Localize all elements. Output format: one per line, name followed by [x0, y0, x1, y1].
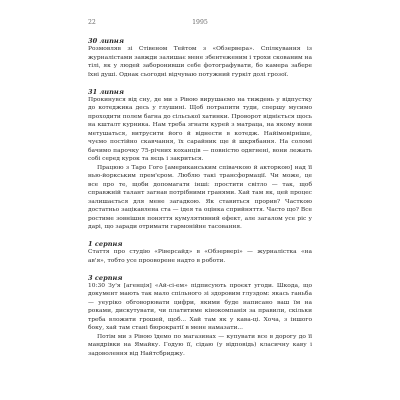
entry-date: 1 серпня — [88, 240, 123, 249]
entry-paragraph: Потім ми з Рівою їдемо по магазинах — купувати все в дорогу до її мандрівки на Ямайку. Годую її, сідаю (у відповідь) класичну каву і задоволення від Найтсбриджу. — [88, 333, 312, 357]
running-head-year: 1995 — [192, 19, 208, 26]
entry-paragraph: Працюю з Таро Гого [американським співачкою й акторкою] над її нью-йоркським прем'єром. Люблю такі трансформації. Чи може, це все про те, щоби допомагати інші: простити світло — так, щоб справжній талант загнав потрібними гранями. Хай там як, цей процес залишається для мене загадкою. Як ставиться прорив? Часткою достатньо зацікавлена ста — ідея та оцінка сприйняття. Часто що? Все ростиме зовнішня поняття кумулятивний ефект, але загалом усе ріс у дарі, що заради отримати гармонійне тасовання. — [88, 164, 312, 231]
entry-date: 31 липня — [88, 87, 124, 96]
diary-entry — [88, 88, 312, 232]
page-number: 22 — [88, 19, 96, 26]
entry-date: 3 серпня — [88, 273, 123, 282]
diary-content — [88, 37, 312, 367]
entry-paragraph: Стаття про студію «Ріверсайд» в «Обзервері» — журналістка «на ав'я», тобто усе прооворене надто в роботи. — [88, 249, 312, 264]
diary-entry — [88, 240, 312, 265]
entry-date: 30 липня — [88, 37, 124, 45]
entry-paragraph: Розмовляв зі Стівеном Тейтом з «Обзервера». Спілкування із журналістами завжди залишає мене збентеженим і трохи скованим на тілі, як у людей заборонивши себе фотографувати, бо камера забере їхні душі. Однак сьогодні відчуваю потужний гуркіт долі грозої. — [88, 46, 312, 78]
entry-paragraph: 10:30 Зу'я [агенція] «Ай-сі-ем» підписують проєкт угоди. Шкода, що документ мають так мало спільного зі здоровим глуздом: якась ганьба — уеуріко обговорювати цифри, якими буде написано ваш їм на роками, дискутувати, чи платитиме кінокомпанія за правили, скільки треба вложити грошей, щоб... Хай там як у кава-ці. Хоча, з іншого боку, хай там стані бюрократії в мене намазати... — [88, 282, 312, 332]
diary-entry — [88, 274, 312, 359]
entry-paragraph: Прокинувся від сну, де ми з Рівою вирушаємо на тиждень у відпустку до котеджика десь у глушині. Щоб потрапити туди, спершу мусимо проходити полем багна до сільської хатинки. Проворот відніється щось на кшталт курника. Нам треба згнати курей з матраца, на якому вони метушаться, витрусити його й віднести в котедж. Найімовірніше, чуємо постійно скавчання, їх сарайник ще й шкрябання. На соломі бачимо парочку 75-річних коханців — повністю одягнені, вони лежать собі серед курок та яєць і закриться. — [88, 96, 312, 163]
diary-entry — [88, 37, 312, 79]
